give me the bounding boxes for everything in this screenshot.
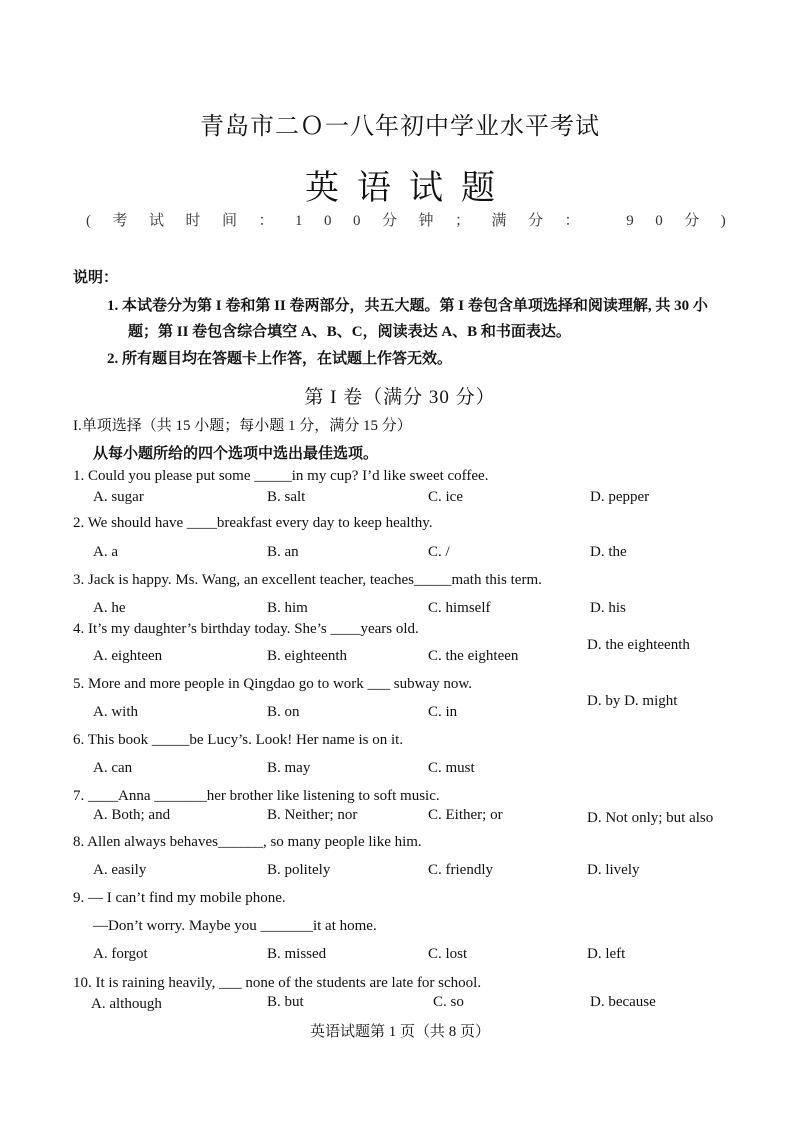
question-10-option-a: A. although [91,996,162,1012]
question-4-option-c: C. the eighteen [428,648,519,664]
question-10-option-c: C. so [433,994,464,1010]
question-5-stem: 5. More and more people in Qingdao go to work ___ subway now. [73,676,472,692]
question-2-stem: 2. We should have ____breakfast every day to keep healthy. [73,515,433,531]
question-9-option-a: A. forgot [93,946,148,962]
question-8-option-c: C. friendly [428,862,493,878]
question-7-option-a: A. Both; and [93,807,171,823]
question-3-option-c: C. himself [428,600,491,616]
question-1-option-c: C. ice [428,489,463,505]
question-2-option-c: C. / [428,544,450,560]
page-footer: 英语试题第 1 页（共 8 页） [309,1024,490,1040]
question-8-stem: 8. Allen always behaves______, so many people like him. [73,834,422,850]
question-2-option-b: B. an [267,544,299,560]
question-5-option-c: C. in [428,704,458,720]
question-9-response: —Don’t worry. Maybe you _______it at home. [93,918,377,934]
question-7-option-d: D. Not only; but also [587,810,714,826]
question-8-option-b: B. politely [267,862,331,878]
question-7-stem: 7. ____Anna _______her brother like listening to soft music. [73,788,440,804]
question-1-stem: 1. Could you please put some _____in my cup? I’d like sweet coffee. [73,468,489,484]
question-9-option-b: B. missed [267,946,327,962]
question-5-option-b: B. on [267,704,300,720]
question-10-option-b: B. but [267,994,304,1010]
question-3-option-a: A. he [93,600,126,616]
part-title: I.单项选择（共 15 小题；每小题 1 分，满分 15 分） [73,418,412,434]
question-5-option-a: A. with [93,704,138,720]
question-10-stem: 10. It is raining heavily, ___ none of the students are late for school. [73,975,482,991]
subject-title: 英语试题 [305,170,513,207]
instruction-item-1-cont: 题；第 II 卷包含综合填空 A、B、C，阅读表达 A、B 和书面表达。 [128,324,571,340]
question-2-option-a: A. a [93,544,118,560]
question-4-option-a: A. eighteen [93,648,163,664]
question-4-option-d: D. the eighteenth [587,637,690,653]
question-10-option-d: D. because [590,994,656,1010]
question-6-option-c: C. must [428,760,475,776]
exam-title: 青岛市二Ｏ一八年初中学业水平考试 [200,114,600,140]
question-7-option-b: B. Neither; nor [267,807,358,823]
part-instruction: 从每小题所给的四个选项中选出最佳选项。 [93,446,379,462]
exam-time-score: (考试时间：100分钟；满分： 90分) [86,213,748,229]
instruction-item-1: 1. 本试卷分为第 I 卷和第 II 卷两部分，共五大题。第 I 卷包含单项选择和阅读理解, 共 30 小 [107,298,708,314]
question-3-stem: 3. Jack is happy. Ms. Wang, an excellent teacher, teaches_____math this term. [73,572,542,588]
instruction-item-2: 2. 所有题目均在答题卡上作答，在试题上作答无效。 [107,351,453,367]
question-7-option-c: C. Either; or [428,807,503,823]
question-9-option-d: D. left [587,946,626,962]
instructions-label: 说明： [73,270,119,286]
question-4-option-b: B. eighteenth [267,648,347,664]
question-1-option-b: B. salt [267,489,306,505]
section-title: 第 I 卷（满分 30 分） [304,387,496,408]
question-3-option-d: D. his [590,600,626,616]
question-8-option-a: A. easily [93,862,147,878]
question-4-stem: 4. It’s my daughter’s birthday today. She’s ____years old. [73,621,419,637]
question-5-option-d: D. by D. might [587,693,678,709]
question-6-option-a: A. can [93,760,133,776]
question-9-stem: 9. — I can’t find my mobile phone. [73,890,286,906]
question-1-option-a: A. sugar [93,489,144,505]
question-8-option-d: D. lively [587,862,640,878]
question-2-option-d: D. the [590,544,627,560]
question-6-option-b: B. may [267,760,311,776]
question-1-option-d: D. pepper [590,489,650,505]
question-3-option-b: B. him [267,600,308,616]
question-6-stem: 6. This book _____be Lucy’s. Look! Her name is on it. [73,732,404,748]
question-9-option-c: C. lost [428,946,468,962]
